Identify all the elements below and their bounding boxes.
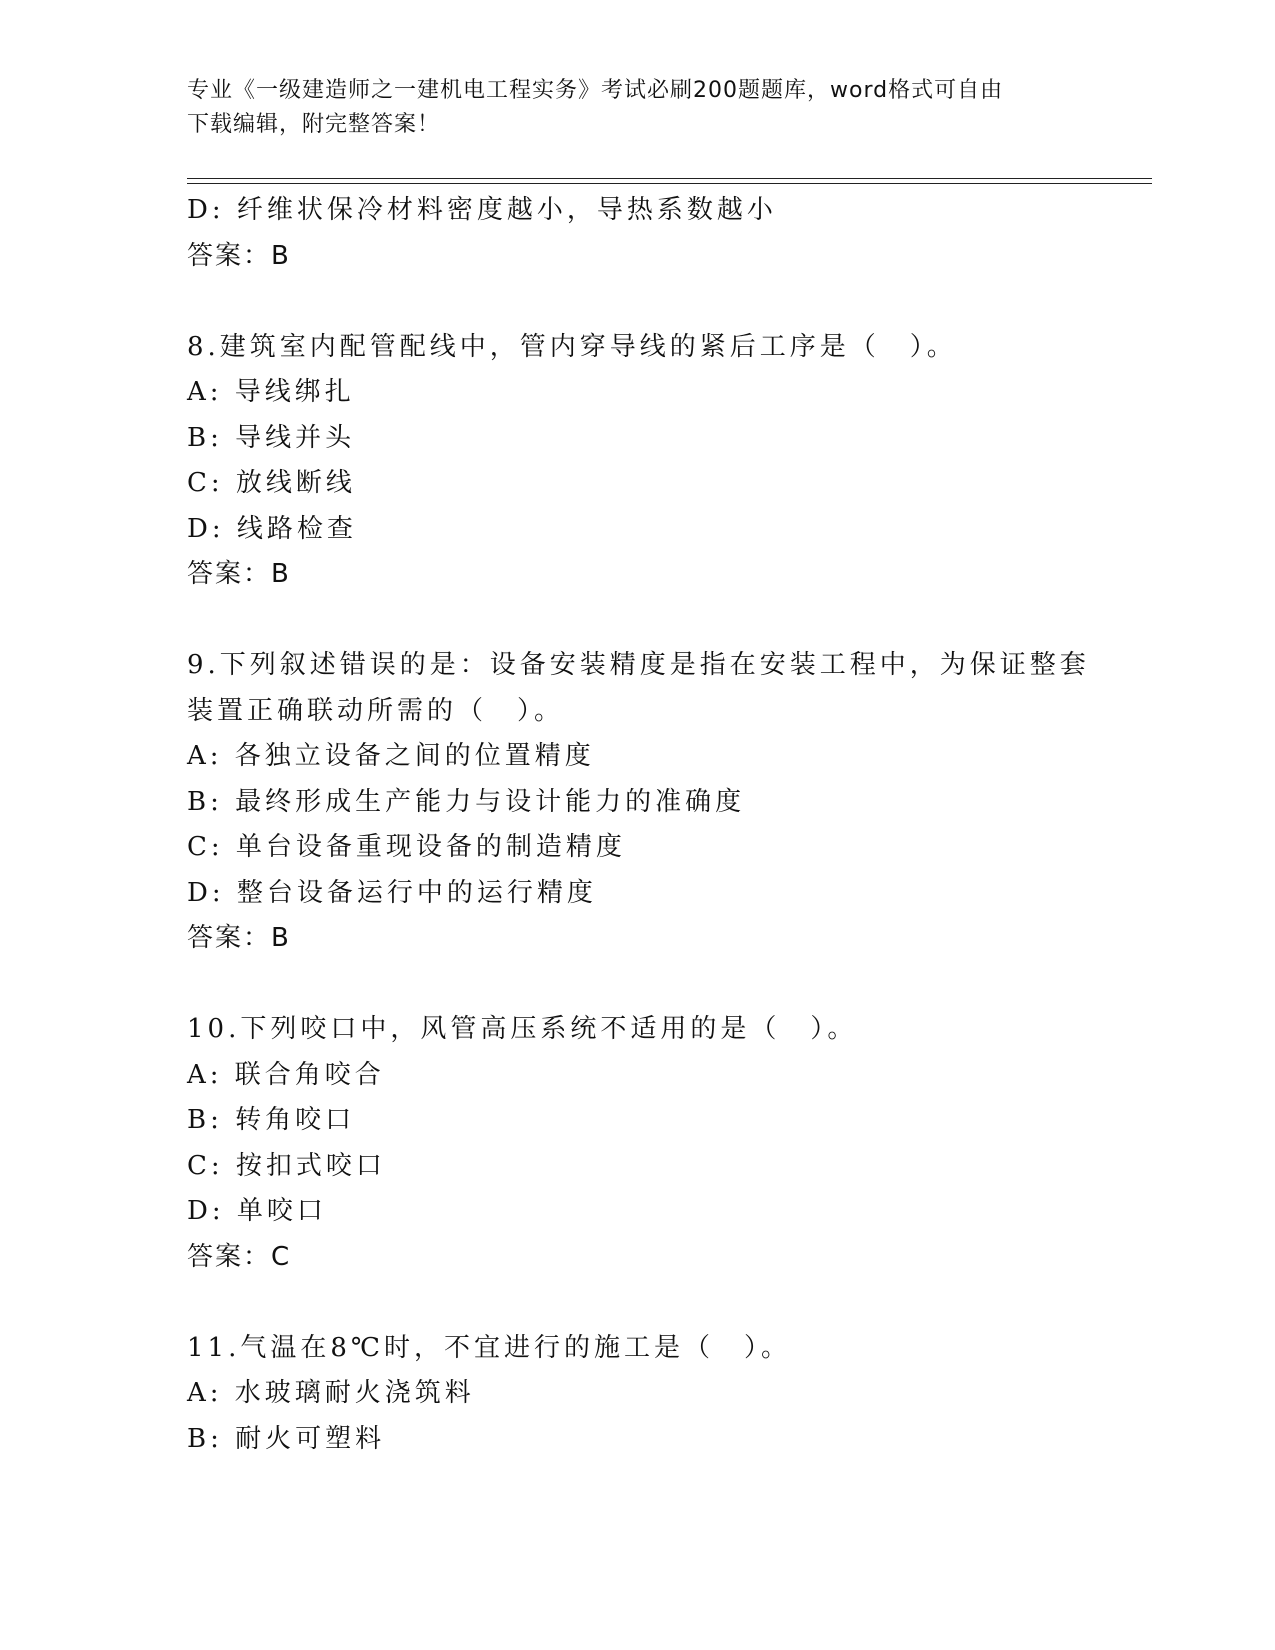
option-b: B: 耐火可塑料 [187,1423,386,1454]
question-stem: 9.下列叙述错误的是：设备安装精度是指在安装工程中，为保证整套 [187,650,1090,680]
question-fragment [187,188,1137,279]
option-c: C: 放线断线 [187,468,356,498]
question-stem-continued: 装置正确联动所需的（ ）。 [187,695,565,726]
answer-line: 答案：C [187,1241,292,1272]
answer-line: 答案：B [187,559,291,589]
option-d: D: 整台设备运行中的运行精度 [187,877,597,908]
option-a: A: 导线绑扎 [187,377,355,407]
question-stem: 11.气温在8℃时，不宜进行的施工是（ ）。 [187,1332,791,1363]
question-stem: 10.下列咬口中，风管高压系统不适用的是（ ）。 [187,1014,858,1044]
header-divider-top [187,178,1152,179]
option-a: A: 各独立设备之间的位置精度 [187,741,595,771]
option-d: D: 纤维状保冷材料密度越小，导热系数越小 [187,195,777,225]
option-d: D: 线路检查 [187,513,357,544]
header-divider-bottom [187,183,1152,184]
answer-line: 答案：B [187,923,291,953]
question-list [187,188,1137,1462]
option-c: C: 单台设备重现设备的制造精度 [187,832,626,862]
option-a: A: 水玻璃耐火浇筑料 [187,1378,475,1408]
header-line-1: 专业《一级建造师之一建机电工程实务》考试必刷200题题库，word格式可自由 [187,78,1004,103]
option-c: C: 按扣式咬口 [187,1150,386,1181]
option-b: B: 最终形成生产能力与设计能力的准确度 [187,786,746,817]
option-b: B: 导线并头 [187,422,356,453]
question-8 [187,325,1137,598]
answer-line: 答案：B [187,240,291,271]
question-10 [187,1007,1137,1280]
question-11 [187,1326,1137,1463]
question-9 [187,643,1137,962]
question-stem: 8.建筑室内配管配线中，管内穿导线的紧后工序是（ ）。 [187,331,957,362]
option-b: B: 转角咬口 [187,1105,356,1135]
option-d: D: 单咬口 [187,1196,327,1226]
option-a: A: 联合角咬合 [187,1059,385,1090]
document-header [187,74,1077,142]
header-line-2: 下载编辑，附完整答案！ [187,112,441,137]
